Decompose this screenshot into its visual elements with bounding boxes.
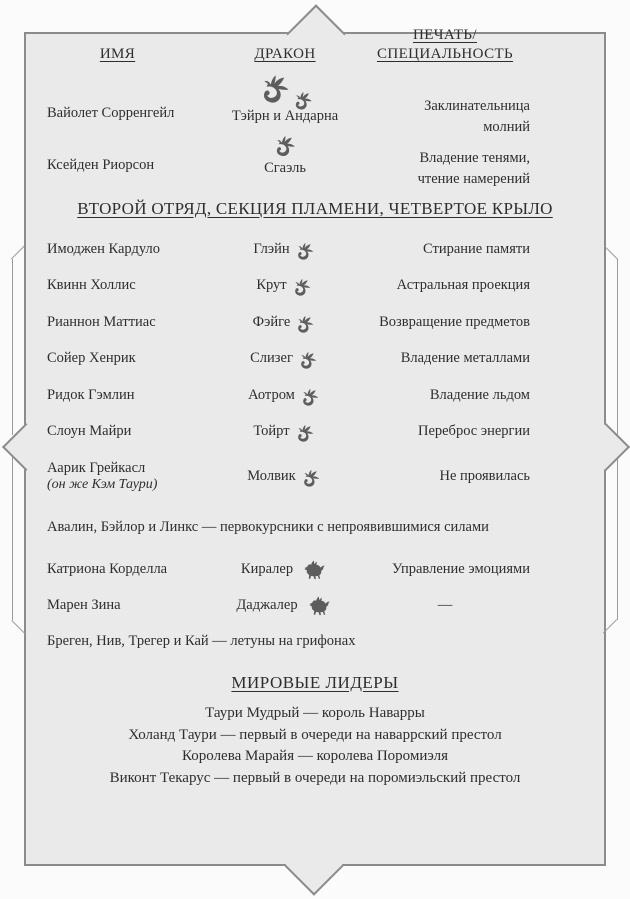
dragon-icon bbox=[293, 424, 317, 445]
gryphon-icon bbox=[304, 596, 334, 619]
table-row bbox=[0, 231, 630, 268]
name-cell: Ридок Гэмлин bbox=[47, 386, 135, 403]
name-cell: Вайолет Сорренгейл bbox=[47, 105, 175, 121]
dragon-cell: Тойрт bbox=[210, 418, 360, 445]
table-row bbox=[0, 268, 630, 305]
gryphon-cell: Даджалер bbox=[210, 592, 360, 619]
leader-line: Холанд Таури — первый в очереди на наваррский престол bbox=[128, 726, 502, 743]
dragon-icon bbox=[299, 469, 323, 490]
table-row bbox=[0, 414, 630, 451]
dragon-icon bbox=[293, 315, 317, 336]
seal-cell: Стирание памяти bbox=[423, 240, 530, 257]
dragon-icon bbox=[290, 278, 314, 299]
dragon-cell: Сгаэль bbox=[210, 135, 360, 177]
dragon-icons bbox=[255, 74, 316, 108]
name-cell: Сойер Хенрик bbox=[47, 350, 136, 367]
column-header-name: ИМЯ bbox=[99, 46, 136, 62]
seal-cell: Управление эмоциями bbox=[392, 560, 530, 577]
name-cell: Аарик Грейкасл (он же Кэм Таури) bbox=[25, 460, 210, 492]
table-row bbox=[0, 74, 630, 135]
dragon-icon bbox=[255, 74, 295, 108]
name-alias-note: (он же Кэм Таури) bbox=[47, 477, 158, 492]
dragon-icon bbox=[296, 351, 320, 372]
seal-cell: — bbox=[437, 597, 453, 614]
dragon-icons bbox=[271, 135, 299, 160]
seal-cell: Владение металлами bbox=[400, 350, 530, 367]
table-row bbox=[0, 135, 630, 187]
flier-rows bbox=[0, 551, 630, 624]
dragon-cell: Молвик bbox=[210, 463, 360, 490]
name-cell: Слоун Майри bbox=[47, 423, 132, 440]
leader-line: Виконт Текарус — первый в очереди на поромиэльский престол bbox=[109, 769, 521, 786]
name-cell: Ксейден Риорсон bbox=[47, 157, 155, 173]
dragon-cell: Крут bbox=[210, 272, 360, 299]
world-leaders-list bbox=[0, 703, 630, 789]
seal-cell: Возвращение предметов bbox=[379, 313, 530, 330]
table-row bbox=[0, 304, 630, 341]
seal-cell: Владение льдом bbox=[429, 386, 530, 403]
table-row bbox=[0, 551, 630, 588]
gryphon-cell: Киралер bbox=[210, 556, 360, 583]
dragon-cell: Аотром bbox=[210, 382, 360, 409]
seal-cell: Астральная проекция bbox=[396, 277, 530, 294]
name-cell: Имоджен Кардуло bbox=[47, 240, 160, 257]
table-row bbox=[0, 450, 630, 502]
name-cell: Марен Зина bbox=[47, 597, 121, 614]
gryphon-fliers-footnote: Бреген, Нив, Трегер и Кай — летуны на грифонах bbox=[47, 633, 356, 649]
name-cell: Квинн Холлис bbox=[47, 277, 136, 294]
table-header-row bbox=[0, 26, 630, 64]
dragon-icon bbox=[271, 135, 299, 160]
seal-cell: Переброс энергии bbox=[417, 423, 530, 440]
section-title-second-squad: ВТОРОЙ ОТРЯД, СЕКЦИЯ ПЛАМЕНИ, ЧЕТВЕРТОЕ КРЫЛО bbox=[77, 199, 553, 218]
seal-cell: Заклинательница молний bbox=[424, 98, 530, 135]
dragon-cell: Тэйрн и Андарна bbox=[210, 74, 360, 125]
dragon-icon bbox=[298, 388, 322, 409]
leader-line: Таури Мудрый — король Наварры bbox=[205, 705, 425, 721]
section-title-world-leaders: МИРОВЫЕ ЛИДЕРЫ bbox=[231, 673, 399, 692]
seal-cell: Не проявилась bbox=[439, 467, 530, 484]
leader-line: Королева Марайя — королева Поромиэля bbox=[182, 748, 448, 764]
dragon-cell: Слизег bbox=[210, 345, 360, 372]
first-years-footnote: Авалин, Бэйлор и Линкс — первокурсники с непроявившимися силами bbox=[47, 519, 489, 535]
column-header-seal: ПЕЧАТЬ/ СПЕЦИАЛЬНОСТЬ bbox=[376, 27, 514, 62]
gryphon-icon bbox=[299, 560, 329, 583]
table-row bbox=[0, 341, 630, 378]
table-row bbox=[0, 377, 630, 414]
dragon-cell: Глэйн bbox=[210, 236, 360, 263]
column-header-dragon: ДРАКОН bbox=[254, 46, 316, 62]
table-row bbox=[0, 588, 630, 625]
dragon-icon bbox=[293, 242, 317, 263]
name-cell: Рианнон Маттиас bbox=[47, 313, 156, 330]
dragon-cell: Фэйге bbox=[210, 309, 360, 336]
seal-cell: Владение тенями, чтение намерений bbox=[417, 150, 530, 187]
name-cell: Катриона Корделла bbox=[47, 560, 168, 577]
squad2-rows bbox=[0, 231, 630, 502]
